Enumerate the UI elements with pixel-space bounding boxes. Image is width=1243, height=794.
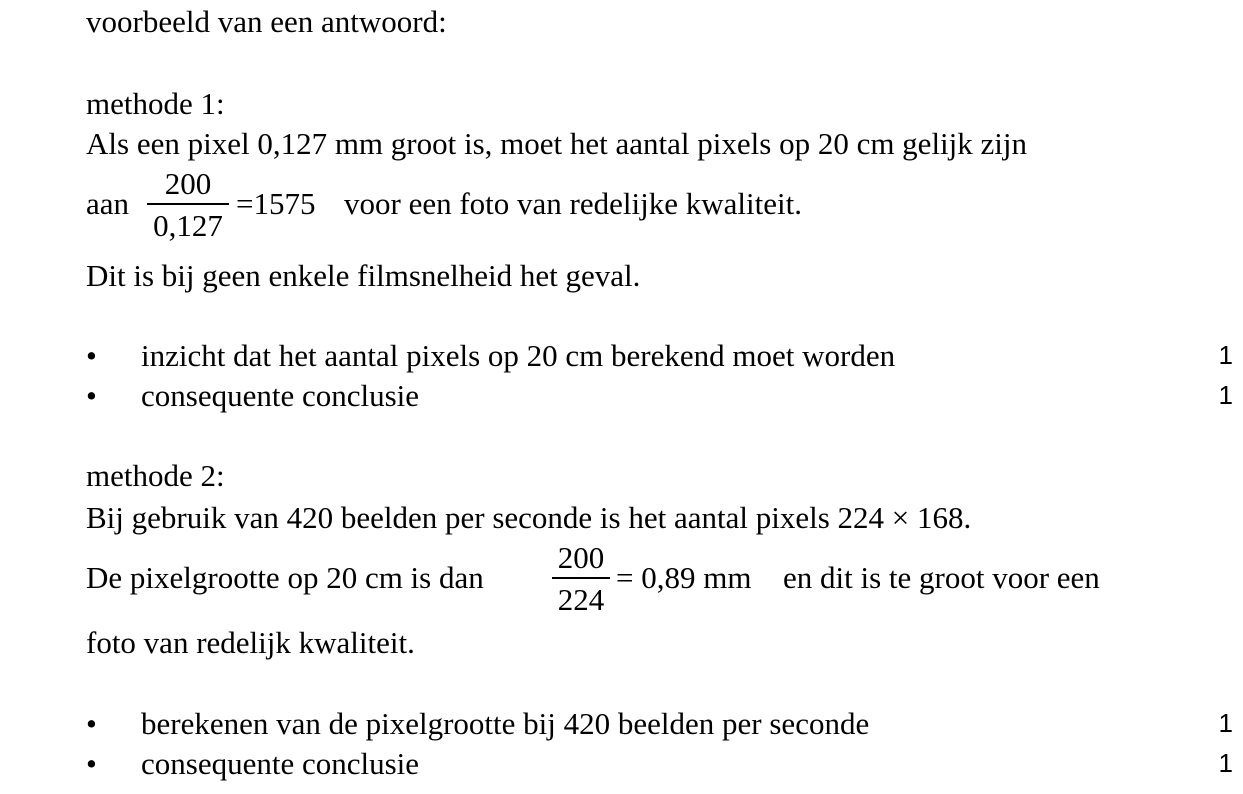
intro-text: voorbeeld van een antwoord: bbox=[86, 4, 447, 39]
method1-criterion2-score: 1 bbox=[1218, 380, 1233, 410]
method2-heading: methode 2: bbox=[86, 458, 225, 493]
method2-fraction bbox=[552, 542, 610, 615]
method1-fraction bbox=[147, 168, 229, 241]
method2-line1: Bij gebruik van 420 beelden per seconde is het aantal pixels 224 × 168. bbox=[86, 500, 972, 535]
method1-criterion2-bullet: • bbox=[86, 378, 97, 413]
method2-line3: foto van redelijk kwaliteit. bbox=[86, 625, 415, 660]
method1-criterion1-score: 1 bbox=[1218, 340, 1233, 370]
method2-fraction-denominator: 224 bbox=[557, 581, 605, 617]
method2-criterion2-bullet: • bbox=[86, 746, 97, 781]
method2-criterion2-text: consequente conclusie bbox=[141, 746, 420, 781]
method1-fraction-bar bbox=[147, 203, 229, 205]
method2-fraction-result: = 0,89 mm bbox=[616, 560, 752, 595]
method1-criterion1-bullet: • bbox=[86, 338, 97, 373]
method1-line2-prefix: aan bbox=[86, 186, 130, 221]
method2-criterion2-score: 1 bbox=[1218, 748, 1233, 778]
method1-line3: Dit is bij geen enkele filmsnelheid het geval. bbox=[86, 258, 641, 293]
method1-fraction-denominator: 0,127 bbox=[153, 207, 223, 243]
method2-line2-suffix: en dit is te groot voor een bbox=[783, 560, 1100, 595]
method2-fraction-numerator: 200 bbox=[557, 540, 605, 575]
method1-fraction-result: =1575 bbox=[236, 186, 316, 221]
method2-line2-prefix: De pixelgrootte op 20 cm is dan bbox=[86, 560, 484, 595]
method1-criterion2-text: consequente conclusie bbox=[141, 378, 420, 413]
method2-criterion1-bullet: • bbox=[86, 706, 97, 741]
method1-line1: Als een pixel 0,127 mm groot is, moet het aantal pixels op 20 cm gelijk zijn bbox=[86, 126, 1028, 161]
method2-criterion1-score: 1 bbox=[1218, 708, 1233, 738]
method2-fraction-bar bbox=[552, 577, 610, 579]
method1-line2-suffix: voor een foto van redelijke kwaliteit. bbox=[344, 186, 802, 221]
method1-heading: methode 1: bbox=[86, 86, 225, 121]
method1-fraction-numerator: 200 bbox=[164, 166, 212, 201]
method2-criterion1-text: berekenen van de pixelgrootte bij 420 beelden per seconde bbox=[141, 706, 870, 741]
method1-criterion1-text: inzicht dat het aantal pixels op 20 cm berekend moet worden bbox=[141, 338, 896, 373]
